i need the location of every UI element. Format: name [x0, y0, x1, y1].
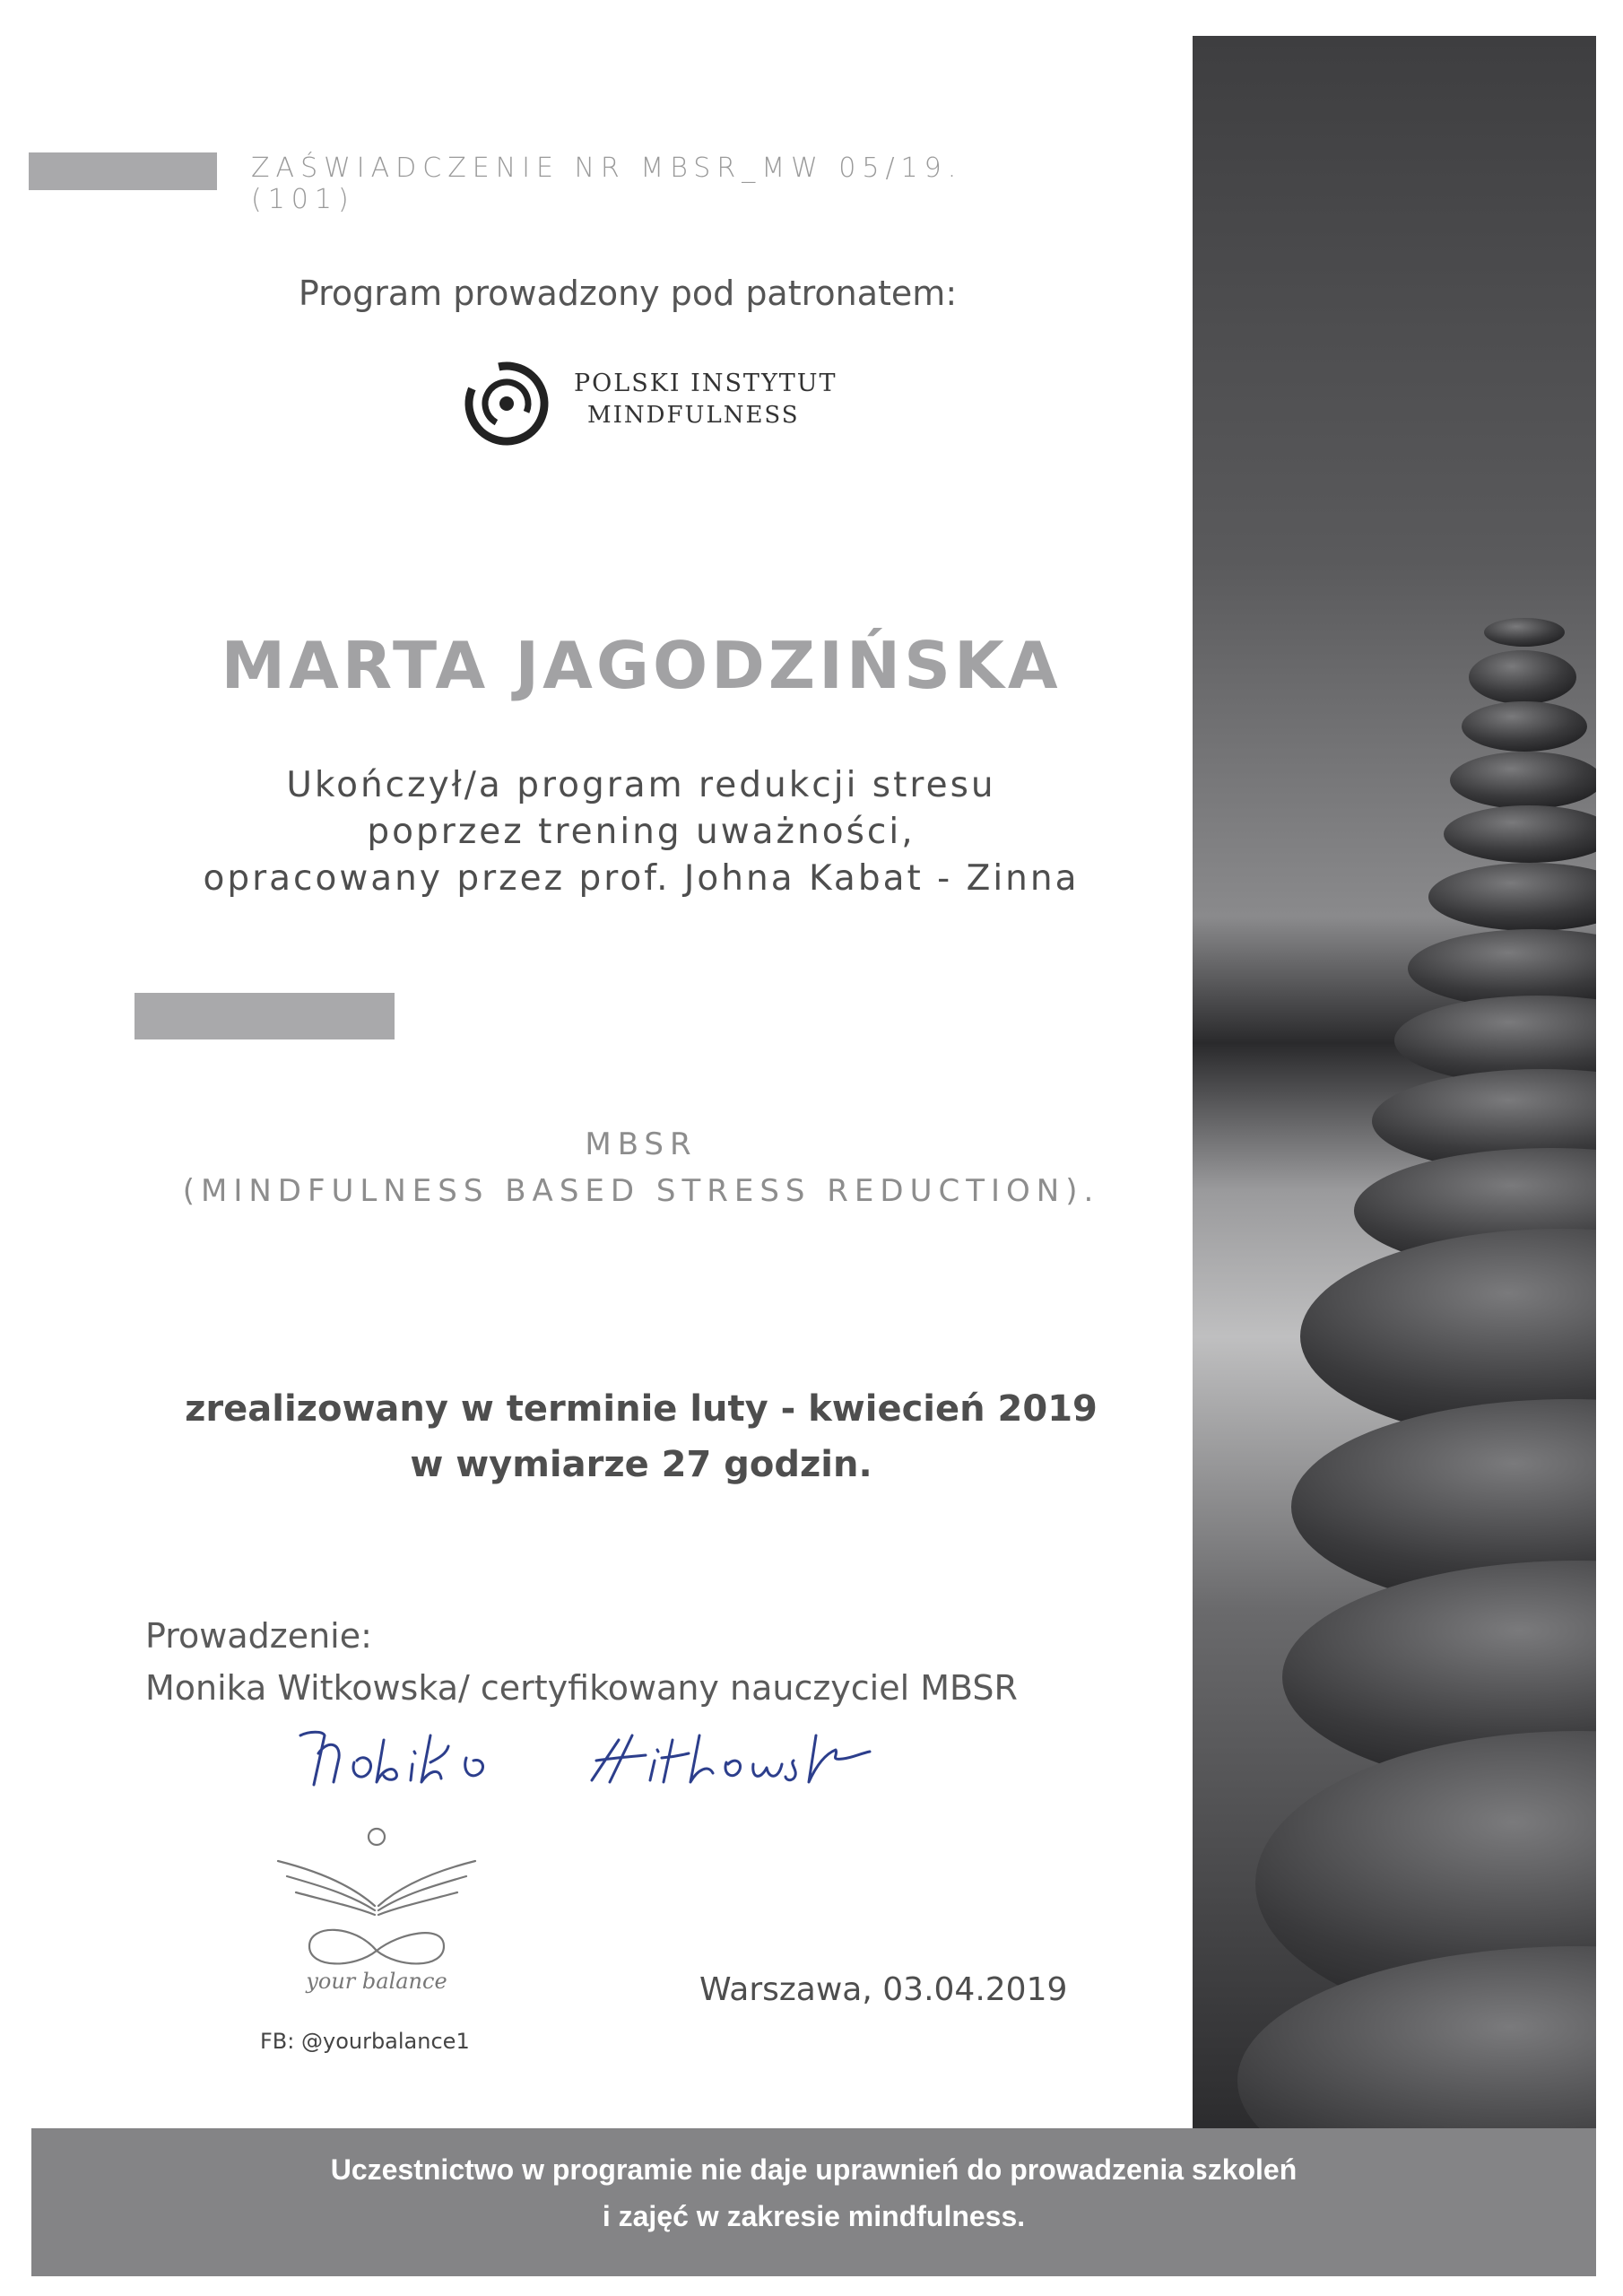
your-balance-logo-text: your balance — [306, 1969, 447, 1994]
facebook-handle: FB: @yourbalance1 — [260, 2029, 470, 2054]
program-period — [135, 1381, 1148, 1492]
footer-line-1: Uczestnictwo w programie nie daje uprawnień do prowadzenia szkoleń — [330, 2153, 1298, 2186]
redacted-bar-middle — [135, 993, 395, 1039]
completion-line-1: Ukończył/a program redukcji stresu — [286, 765, 996, 805]
footer-line-2: i zajęć w zakresie mindfulness. — [602, 2200, 1026, 2232]
period-line-2: w wymiarze 27 godzin. — [410, 1444, 872, 1485]
signature — [287, 1709, 897, 1798]
recipient-name: MARTA JAGODZIŃSKA — [221, 628, 1062, 703]
redacted-bar-top — [29, 152, 217, 190]
period-line-1: zrealizowany w terminie luty - kwiecień 2019 — [185, 1388, 1098, 1430]
institute-name-line1: POLSKI INSTYTUT — [574, 370, 838, 397]
completion-line-2: poprzez trening uważności, — [367, 812, 916, 852]
program-full-name: (MINDFULNESS BASED STRESS REDUCTION). — [182, 1173, 1100, 1209]
footer-disclaimer — [31, 2146, 1596, 2239]
program-leader — [145, 1610, 1176, 1714]
stacked-stones-photo — [1193, 36, 1596, 2135]
leader-name-title: Monika Witkowska/ certyfikowany nauczyciel MBSR — [145, 1668, 1018, 1708]
leader-label: Prowadzenie: — [145, 1616, 372, 1656]
place-and-date: Warszawa, 03.04.2019 — [699, 1971, 1068, 2008]
completion-line-3: opracowany przez prof. Johna Kabat - Zinna — [203, 858, 1080, 899]
institute-name-line2: MINDFULNESS — [587, 402, 800, 429]
patronage-intro: Program prowadzony pod patronatem: — [298, 274, 958, 313]
certificate-number: ZAŚWIADCZENIE NR MBSR_MW 05/19. (101) — [251, 152, 963, 215]
completion-statement — [135, 762, 1148, 902]
program-acronym: MBSR — [585, 1126, 698, 1162]
program-name — [135, 1121, 1148, 1214]
